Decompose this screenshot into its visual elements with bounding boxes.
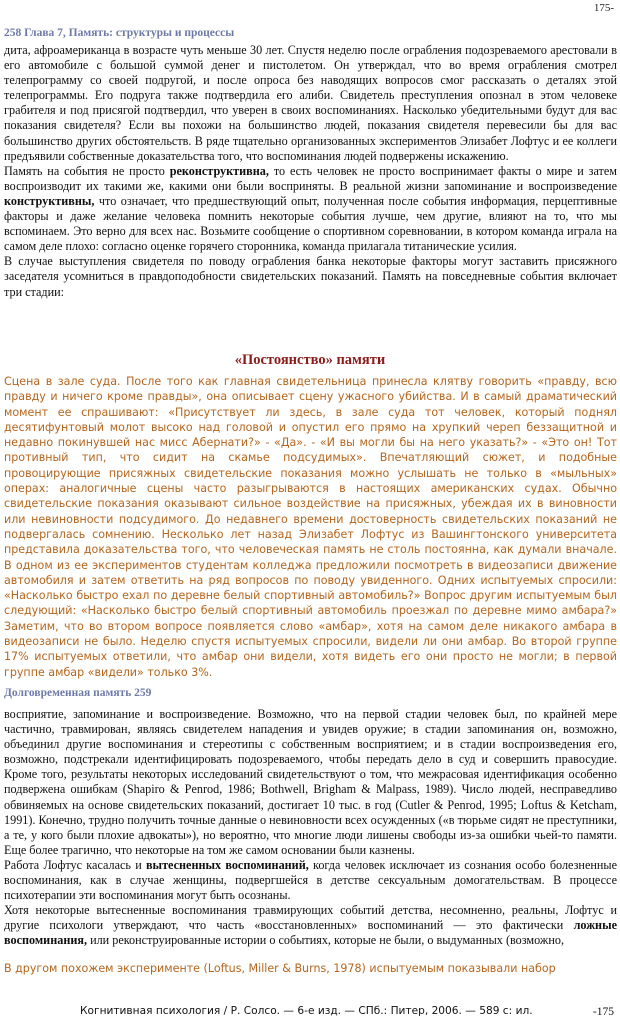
emphasis: реконструктивна, (169, 163, 269, 178)
sidebar-box (4, 374, 617, 680)
paragraph: дита, афроамериканца в возрасте чуть меньше 30 лет. Спустя неделю после ограбления подозреваемого арестовали в его автомобиле с большой суммой денег и пистолетом. Он утверждал, что во время ограбления смотрел телепрограмму со своей подругой, и после опроса без наводящих вопросов смог рассказать о деталях этой телепрограммы. Его подруга также подтвердила его алиби. Свидетель преступления опознал в этом человеке грабителя и под присягой подтвердил, что уверен в своих воспоминаниях. Насколько убедительными будут для вас показания свидетеля? Если вы похожи на большинство людей, показания свидетеля перевесили бы для вас большинство других обстоятельств. В ряде тщательно организованных экспериментов Элизабет Лофтус и ее коллеги предъявили собственные доказательства того, что воспоминания людей подвержены искажению. (4, 43, 617, 163)
sidebar-tail (4, 961, 617, 976)
emphasis: ложные воспоминания, (4, 918, 617, 948)
paragraph: Работа Лофтус касалась и вытесненных воспоминаний, когда человек исключает из сознания особо болезненные воспоминания, как в случае женщины, подвергшейся в детстве сексуальным домогательствам. В процессе психотерапии эти воспоминания могут быть осознаны. (4, 857, 617, 903)
emphasis: конструктивны, (4, 193, 95, 208)
page-number-bottom: -175 (592, 1006, 614, 1018)
paragraph: В случае выступления свидетеля по поводу ограбления банка некоторые факторы могут заставить присяжного заседателя усомниться в правдоподобности свидетельских показаний. Память на повседневные события включает три стадии: (4, 254, 617, 299)
sidebar-text: В другом похожем эксперименте (Loftus, Miller & Burns, 1978) испытуемым показывали набор (4, 962, 556, 975)
paragraph: восприятие, запоминание и воспроизведение. Возможно, что на первой стадии человек был, по крайней мере частично, травмирован, являясь свидетелем нападения и увидев оружие; в стадии запоминания он, возможно, объединил другие воспоминания и стереотипы с собственным восприятием; и в стадии воспроизведения его, возможно, подстрекали идентифицировать подозреваемого, чтобы передать дело в суд и совершить правосудие. Кроме того, результаты некоторых исследований свидетельствуют о том, что межрасовая идентификация особенно подвержена ошибкам (Shapiro & Penrod, 1986; Bothwell, Brigham & Malpass, 1989). Число людей, несправедливо обвиняемых на основе свидетельских показаний, достигает 10 тыс. в год (Cutler & Penrod, 1995; Loftus & Ketcham, 1991). Конечно, трудно получить точные данные о невиновности всех осужденных («в тюрьме сидят не преступники, а те, у кого были плохие адвокаты»), но вероятно, что многие люди лишены свободы из-за ошибки чьей-то памяти. Еще более трагично, что некоторые на том же самом основании были казнены. (4, 707, 617, 857)
body-text-top (4, 43, 617, 300)
paragraph: Хотя некоторые вытесненные воспоминания травмирующих событий детства, несомненно, реальны, Лофтус и другие психологи утверждают, что часть «восстановленных» воспоминаний — это фактически ложные воспоминания, или реконструированные истории о событиях, которые не были, о выдуманных (возможно, (4, 903, 617, 948)
footer-citation: Когнитивная психология / Р. Солсо. — 6-е изд. — СПб.: Питер, 2006. — 589 с: ил. (80, 1005, 533, 1017)
sidebar-text: Сцена в зале суда. После того как главная свидетельница принесла клятву говорить «правду, всю правду и ничего кроме правды», она описывает сцену ужасного убийства. И в самый драматический момент ее спрашивают: «Присутствует ли здесь, в зале суда тот человек, который поднял десятифунтовый молот высоко над головой и опустил его прямо на хрупкий череп беззащитной и недавно покинувшей нас мисс Абернати?» - «Да». - «И вы могли бы на него указать?» - «Это он! Тот противный тип, что сидит на скамье подсудимых». Впечатляющий сюжет, и подобные провоцирующие присяжных свидетельские показания можно услышать не только в «мыльных» операх: аналогичные сцены часто разыгрываются в настоящих американских судах. Обычно свидетельские показания оказывают сильное воздействие на присяжных, убеждая их в виновности или невиновности подсудимого. До недавнего времени достоверность свидетельских показаний не подвергалась сомнению. Несколько лет назад Элизабет Лофтус из Вашингтонского университета представила доказательства того, что человеческая память не столь постоянна, как думали вначале. В одном из ее экспериментов студентам колледжа предложили посмотреть в видеозаписи движение автомобиля и затем ответить на ряд вопросов по поводу увиденного. Одних испытуемых спросили: «Насколько быстро ехал по деревне белый спортивный автомобиль?» Вопрос другим испытуемым был следующий: «Насколько быстро белый спортивный автомобиль проезжал по деревне мимо амбара?» Заметим, что во втором вопросе появляется слово «амбар», хотя на самом деле никакого амбара в видеозаписи не было. Неделю спустя испытуемых спросили, видели ли они амбар. Во второй группе 17% испытуемых ответили, что амбар они видели, хотя видеть его они просто не могли; в первой группе амбар «видели» только 3%. (4, 375, 617, 679)
body-text-bottom (4, 707, 617, 949)
emphasis: вытесненных воспоминаний, (145, 857, 309, 872)
page-number-top: 175- (593, 2, 614, 14)
section-heading: «Постоянство» памяти (234, 352, 386, 368)
running-head-2: Долговременная память 259 (4, 687, 152, 699)
paragraph: Память на события не просто реконструктивна, то есть человек не просто воспринимает факты о мире и затем воспроизводит их такими же, какими они были восприняты. В реальной жизни запоминание и воспроизведение конструктивны, что означает, что предшествующий опыт, полученная после события информация, перцептивные факторы и даже желание человека помнить некоторые события лучше, чем другие, влияют на то, что мы вспоминаем. Это верно для всех нас. Возьмите сообщение о спортивном соревновании, в котором команда играла на самом деле плохо: согласно оценке горячего сторонника, команда прилагала титанические усилия. (4, 163, 617, 254)
running-head: 258 Глава 7, Память: структуры и процессы (4, 27, 235, 39)
